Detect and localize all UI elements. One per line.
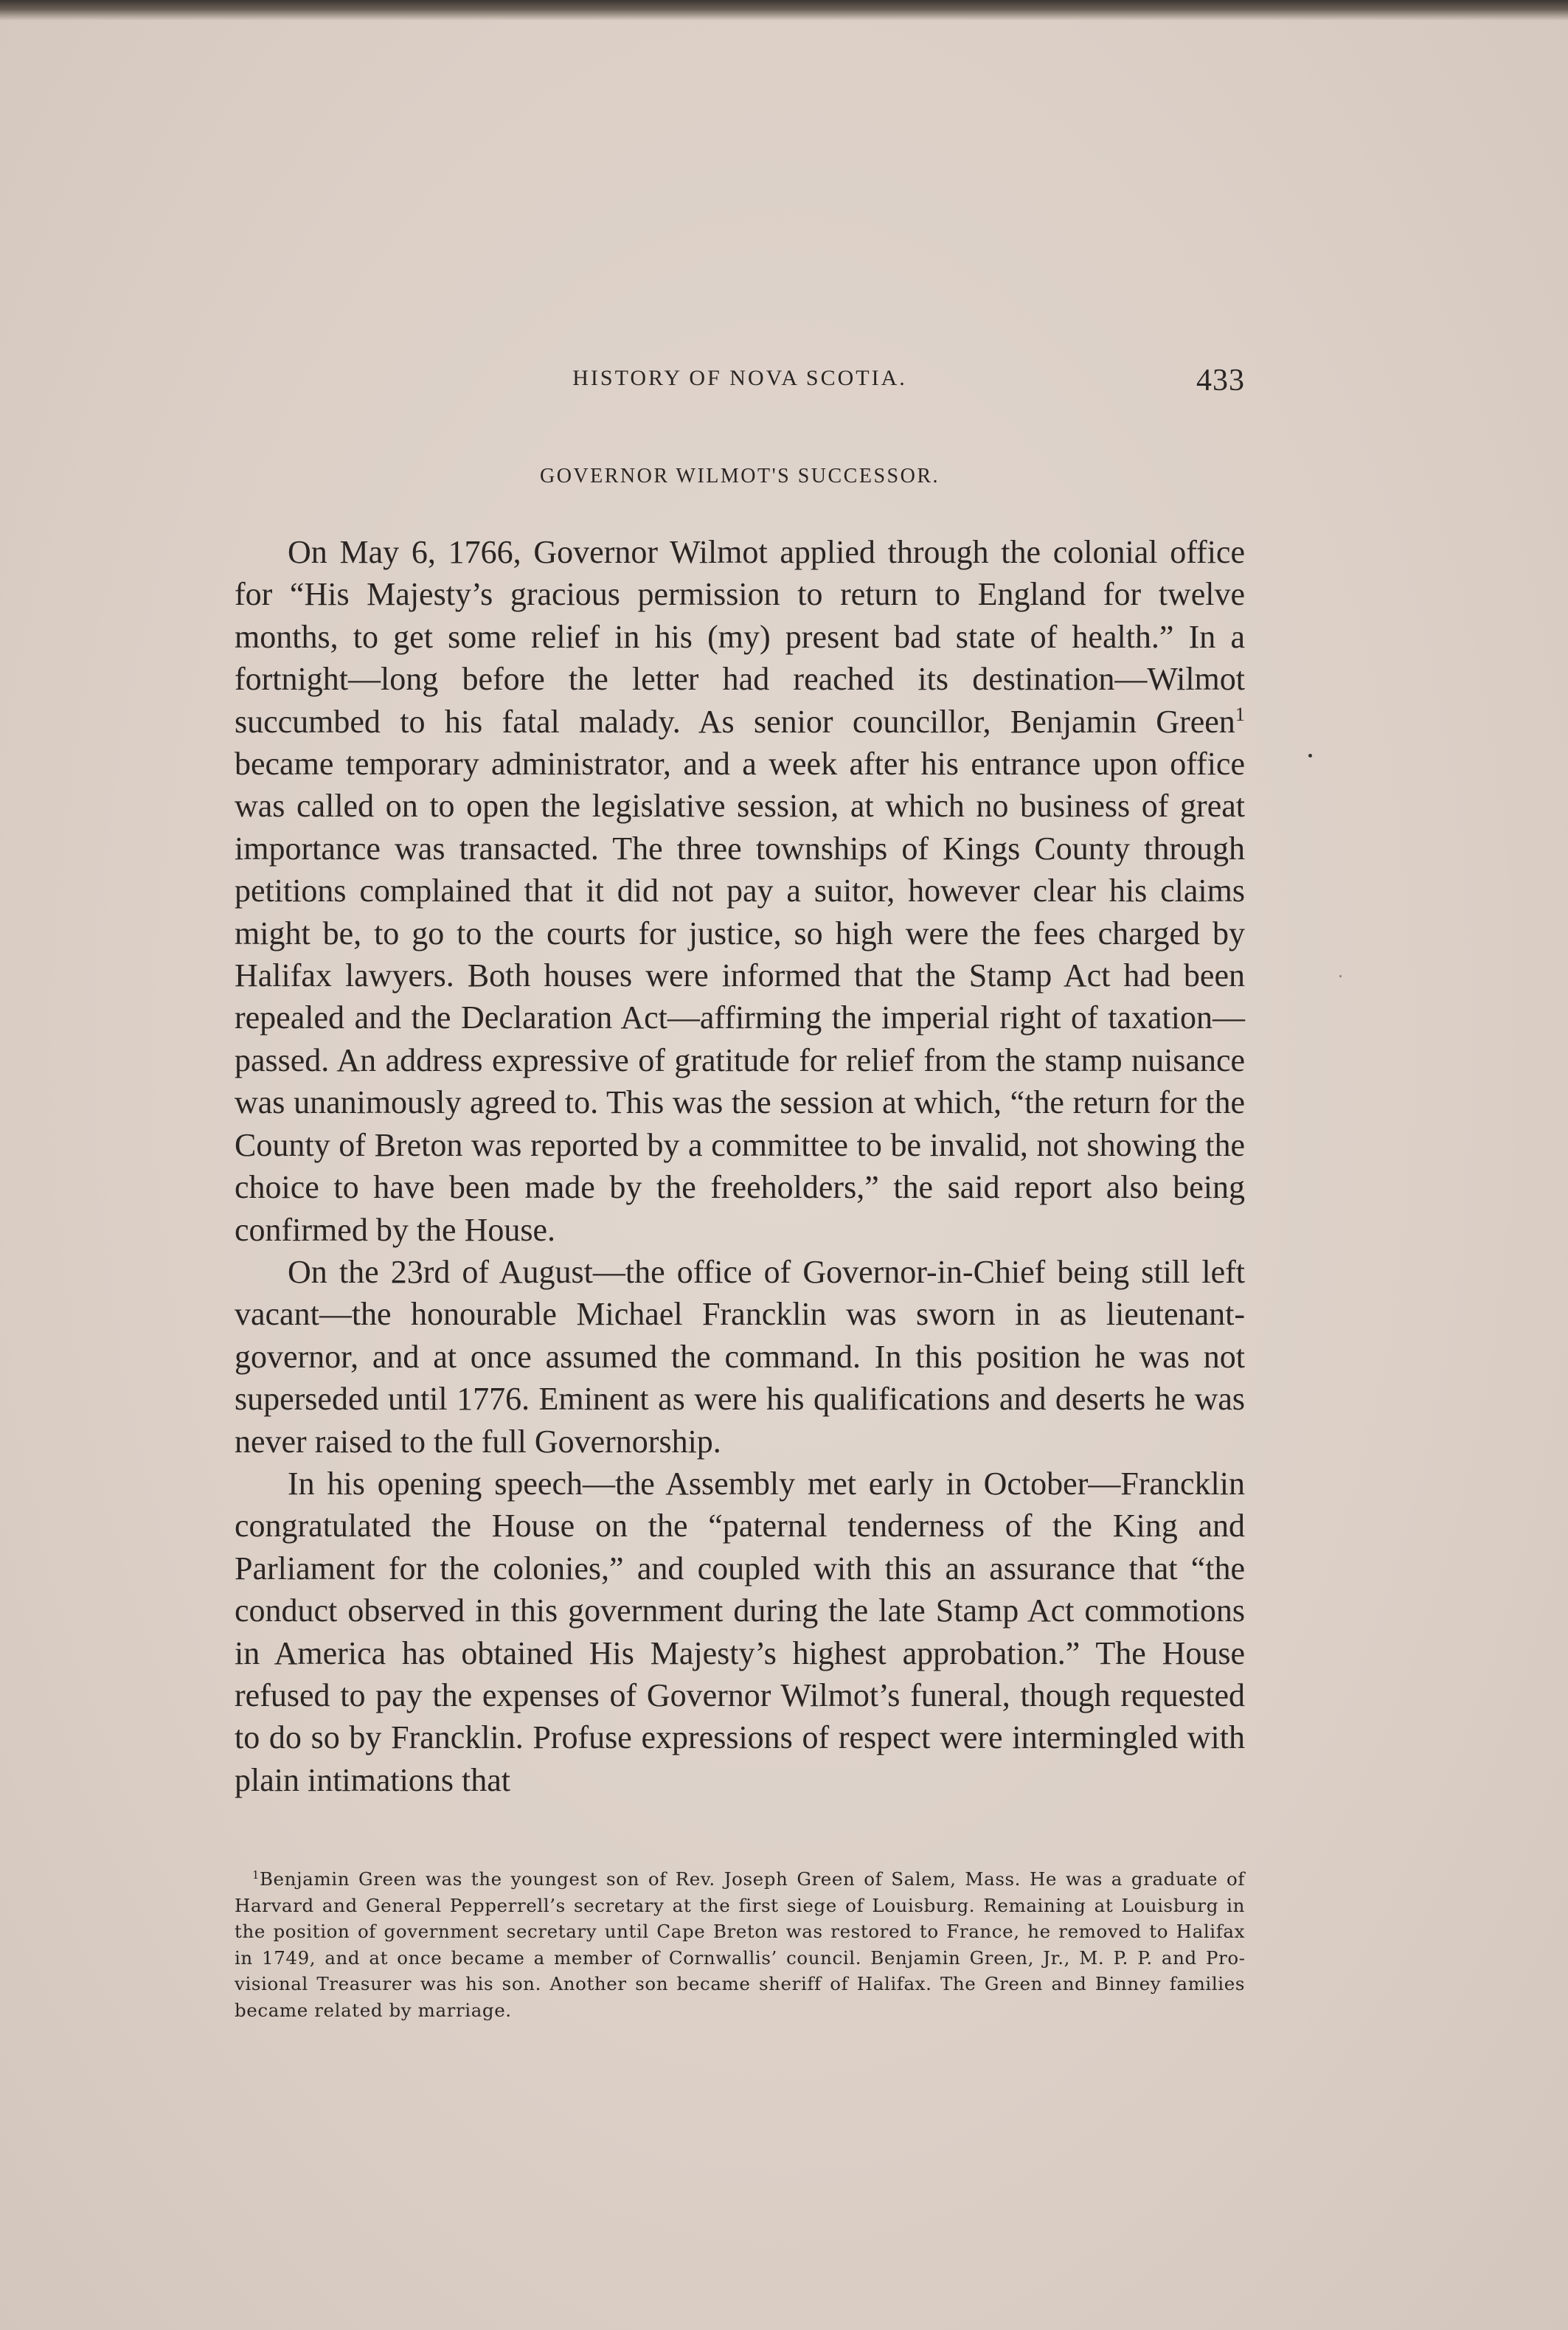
paragraph-3: In his opening speech—the Assembly met early in October—Francklin congratulated the House on the “paternal tenderness of the King and Parliament for the colonies,” and coupled with this an assurance that “the conduct observed in this government during the late Stamp Act commotions in America has obtained His Majesty’s highest approbation.” The House refused to pay the expenses of Governor Wilmot’s funeral, though requested to do so by Francklin. Profuse expressions of respect were intermingled with plain intimations that [235, 1465, 1245, 1798]
page-speck [1308, 754, 1312, 757]
page-top-edge [0, 0, 1568, 21]
paragraph-1-part-a: On May 6, 1766, Governor Wilmot applied through the colonial office for “His Majesty’s gracious permission to return to England for twelve months, to get some relief in his (my) present bad state of health.” In a fortnight—long before the letter had reached its destination—Wilmot succumbed to his fatal malady. As senior councillor, Benjamin Green [235, 534, 1245, 740]
paragraph-1-part-b: became temporary administrator, and a week after his entrance upon office was called on to open the legislative session, at which no business of great importance was transacted. The three townships of Kings County through petitions complained that it did not pay a suitor, however clear his claims might be, to go to the courts for justice, so high were the fees charged by Halifax lawyers. Both houses were informed that the Stamp Act had been repealed and the Declaration Act—affirming the imperial right of taxation—passed. An address expressive of gratitude for relief from the stamp nuisance was unanimously agreed to. This was the session at which, “the return for the County of Breton was reported by a committee to be invalid, not showing the choice to have been made by the freeholders,” the said report also being confirmed by the House. [235, 746, 1245, 1248]
footnote-text: Benjamin Green was the youngest son of Rev. Joseph Green of Salem, Mass. He was a graduate of Harvard and General Pepperrell’s secretary at the first siege of Louisburg. Remaining at Louisburg in the position of government secretary until Cape Breton was restored to France, he removed to Halifax in 1749, and at once became a member of Cornwallis’ council. Benjamin Green, Jr., M. P. P. and Provisional Treasurer was his son. Another son became sheriff of Halifax. The Green and Binney families became related by marriage. [235, 1868, 1245, 2021]
page-speck [1339, 975, 1342, 977]
paragraph-2: On the 23rd of August—the office of Governor-in-Chief being still left vacant—the honourable Michael Francklin was sworn in as lieutenant-governor, and at once assumed the command. In this position he was not superseded until 1776. Eminent as were his qualifications and deserts he was never raised to the full Governorship. [235, 1253, 1245, 1460]
body-text [235, 531, 1245, 1801]
footnote-1 [235, 1866, 1245, 2024]
page-number: 433 [1196, 364, 1245, 398]
running-head [235, 363, 1245, 400]
paragraph-1 [235, 531, 1245, 1251]
footnote-marker: 1 [252, 1869, 260, 1882]
footnotes [235, 1866, 1245, 2024]
footnote-reference: 1 [1235, 702, 1245, 725]
section-heading: GOVERNOR WILMOT'S SUCCESSOR. [539, 465, 940, 488]
running-title: HISTORY OF NOVA SCOTIA. [572, 366, 907, 390]
